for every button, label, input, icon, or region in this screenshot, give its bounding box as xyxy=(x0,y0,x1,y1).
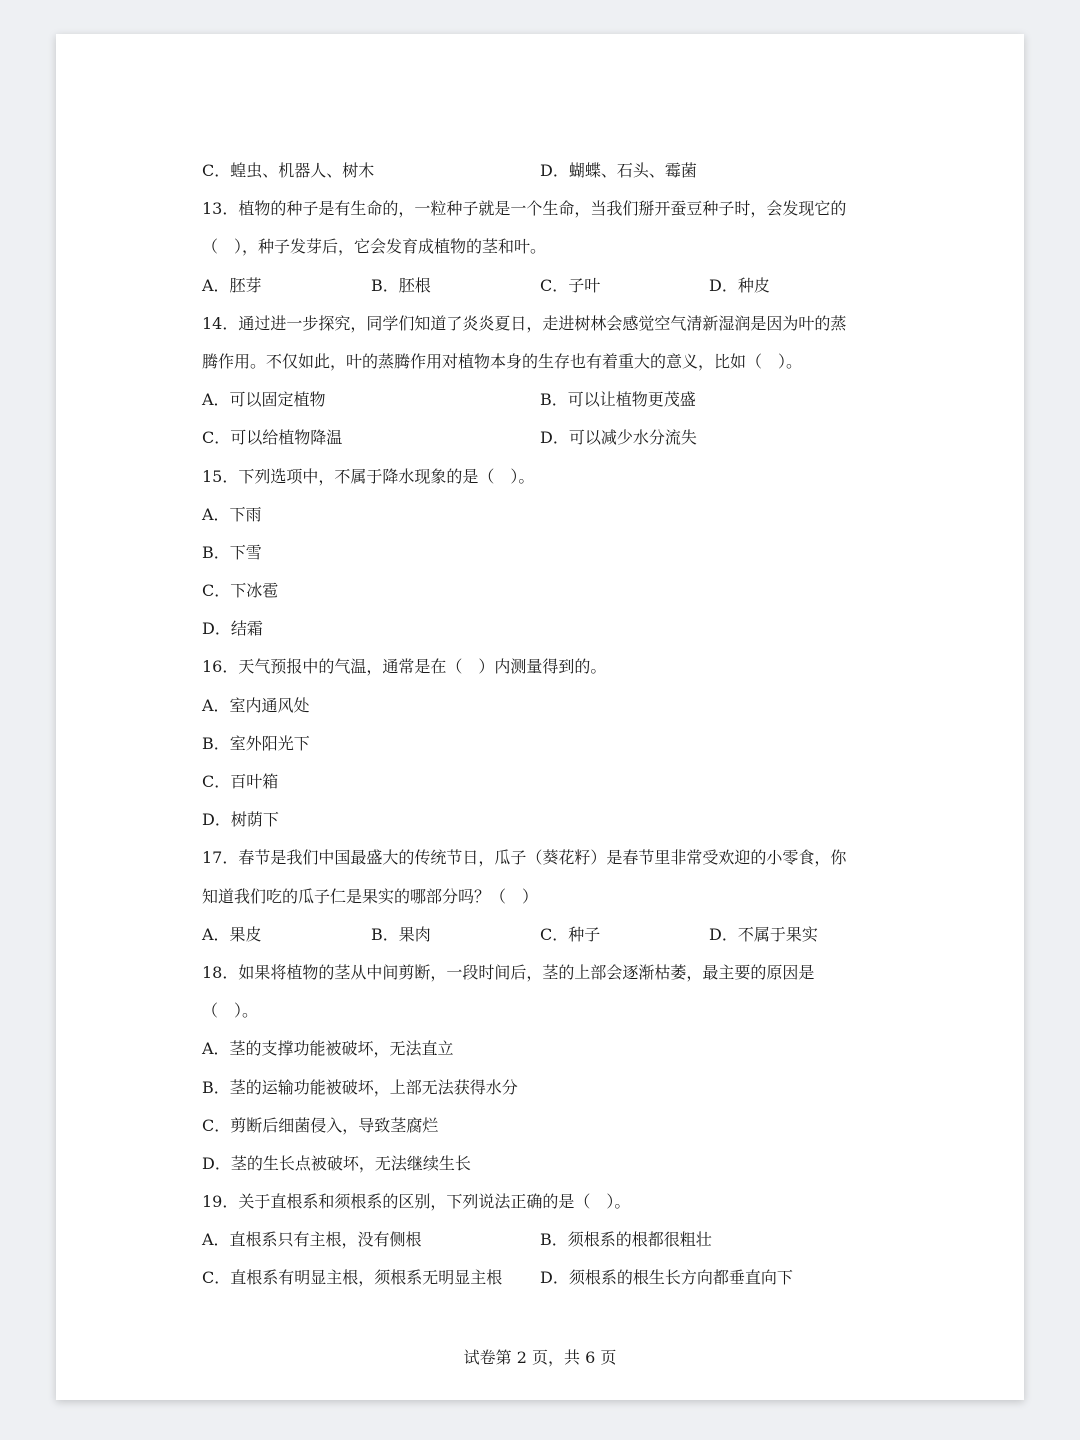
q17-option-a: A．果皮 xyxy=(202,924,262,944)
q13-option-b: B．胚根 xyxy=(371,275,431,295)
q14-option-d: D．可以减少水分流失 xyxy=(540,428,697,448)
q14-options-row-1 xyxy=(202,381,902,419)
q15-option-b: B．下雪 xyxy=(202,542,262,562)
q18-option-b: B．茎的运输功能被破坏，上部无法获得水分 xyxy=(202,1077,518,1097)
q18-stem-line-2: （ ）。 xyxy=(202,1001,259,1021)
q19-option-b: B．须根系的根都很粗壮 xyxy=(540,1230,712,1250)
q15-option-c: C．下冰雹 xyxy=(202,581,279,601)
q13-option-c: C．子叶 xyxy=(540,275,601,295)
q18-option-a: A．茎的支撑功能被破坏，无法直立 xyxy=(202,1039,454,1059)
q12-options xyxy=(202,152,902,190)
q14-option-c: C．可以给植物降温 xyxy=(202,428,343,448)
q14-stem-line-2: 腾作用。不仅如此，叶的蒸腾作用对植物本身的生存也有着重大的意义，比如（ ）。 xyxy=(202,351,803,371)
q13-stem-line-2: （ ），种子发芽后，它会发育成植物的茎和叶。 xyxy=(202,237,547,257)
q19-option-c: C．直根系有明显主根，须根系无明显主根 xyxy=(202,1268,503,1288)
q16-option-b: B．室外阳光下 xyxy=(202,733,310,753)
q18-option-d: D．茎的生长点被破坏，无法继续生长 xyxy=(202,1153,471,1173)
exam-page xyxy=(56,34,1024,1400)
q16-stem: 16．天气预报中的气温，通常是在（ ）内测量得到的。 xyxy=(202,657,607,677)
q17-stem-line-1: 17．春节是我们中国最盛大的传统节日，瓜子（葵花籽）是春节里非常受欢迎的小零食，你 xyxy=(202,848,847,868)
q17-option-b: B．果肉 xyxy=(371,924,431,944)
q16-option-c: C．百叶箱 xyxy=(202,772,279,791)
q12-option-c: C．蝗虫、机器人、树木 xyxy=(202,161,375,180)
q15-option-a: A．下雨 xyxy=(202,504,262,524)
q19-option-a: A．直根系只有主根，没有侧根 xyxy=(202,1230,422,1250)
q18-stem-line-1: 18．如果将植物的茎从中间剪断，一段时间后，茎的上部会逐渐枯萎，最主要的原因是 xyxy=(202,962,815,982)
q19-stem: 19．关于直根系和须根系的区别，下列说法正确的是（ ）。 xyxy=(202,1192,631,1212)
q13-options xyxy=(202,267,902,305)
q12-option-d: D．蝴蝶、石头、霉菌 xyxy=(540,161,697,180)
q19-option-d: D．须根系的根生长方向都垂直向下 xyxy=(540,1268,793,1288)
q14-stem-line-1: 14．通过进一步探究，同学们知道了炎炎夏日，走进树林会感觉空气清新湿润是因为叶的蒸 xyxy=(202,313,847,333)
q13-option-a: A．胚芽 xyxy=(202,275,262,295)
q17-options xyxy=(202,916,902,954)
q13-option-d: D．种皮 xyxy=(709,275,770,295)
q15-stem: 15．下列选项中，不属于降水现象的是（ ）。 xyxy=(202,466,535,486)
q13-stem-line-1: 13．植物的种子是有生命的，一粒种子就是一个生命，当我们掰开蚕豆种子时，会发现它的 xyxy=(202,199,847,219)
exam-content xyxy=(202,152,902,1298)
q15-option-d: D．结霜 xyxy=(202,619,263,639)
q19-options-row-1 xyxy=(202,1221,902,1259)
q17-stem-line-2: 知道我们吃的瓜子仁是果实的哪部分吗？（ ） xyxy=(202,886,539,906)
q14-options-row-2 xyxy=(202,419,902,457)
q19-options-row-2 xyxy=(202,1259,902,1297)
q17-option-c: C．种子 xyxy=(540,924,601,944)
q14-option-a: A．可以固定植物 xyxy=(202,390,326,410)
q16-option-a: A．室内通风处 xyxy=(202,695,310,715)
q18-option-c: C．剪断后细菌侵入，导致茎腐烂 xyxy=(202,1115,439,1135)
page-footer: 试卷第 2 页，共 6 页 xyxy=(463,1348,617,1367)
q16-option-d: D．树荫下 xyxy=(202,810,279,830)
q14-option-b: B．可以让植物更茂盛 xyxy=(540,390,696,410)
q17-option-d: D．不属于果实 xyxy=(709,924,818,944)
